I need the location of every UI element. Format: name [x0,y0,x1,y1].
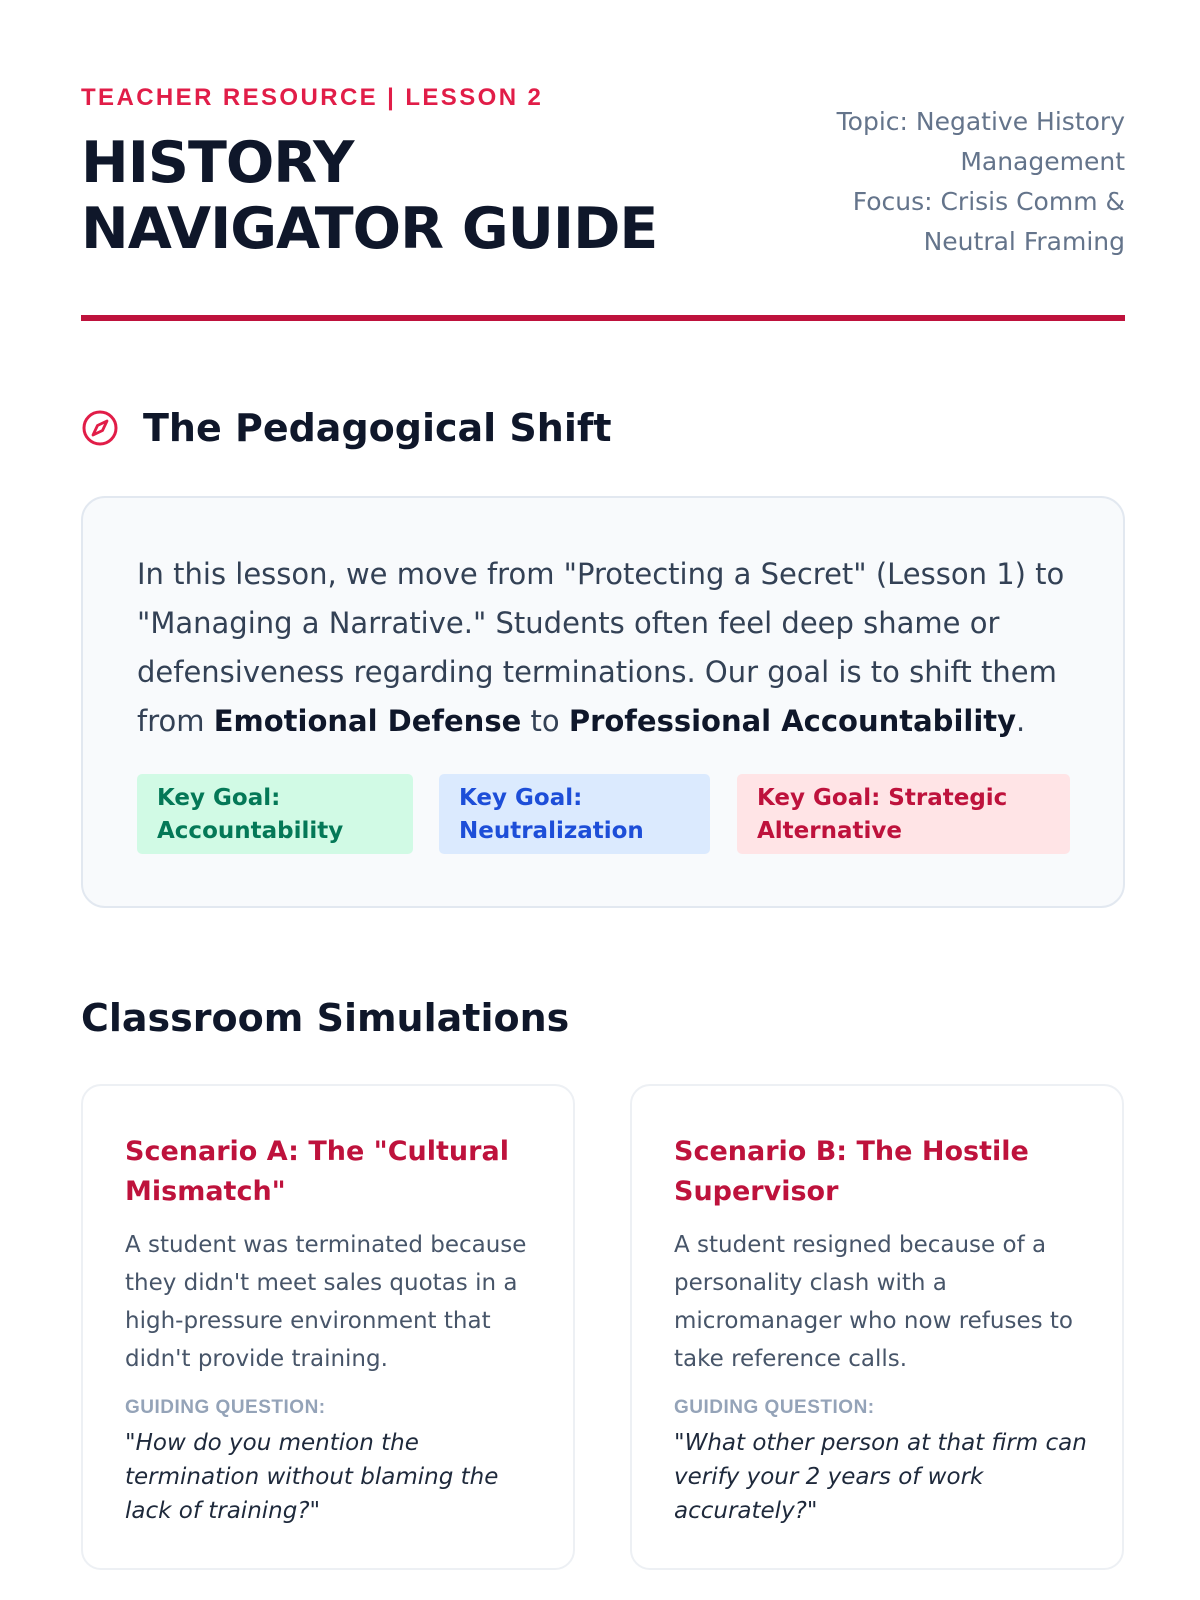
resource-kicker: TEACHER RESOURCE | LESSON 2 [81,84,544,111]
scenario-card-a [81,1084,575,1570]
section-title: Classroom Simulations [81,996,570,1040]
header-divider [81,315,1125,321]
shift-text-mid: to [521,704,569,738]
shift-text-end: . [1016,704,1026,738]
guiding-question: "What other person at that firm can verify your 2 years of work accurately?" [674,1430,1087,1524]
guiding-question-label: GUIDING QUESTION: [674,1397,875,1418]
guiding-question: "How do you mention the termination without blaming the lack of training?" [125,1430,499,1524]
guiding-question-label: GUIDING QUESTION: [125,1397,326,1418]
meta-topic-line-2: Management [960,147,1125,176]
key-goal-badge-neutralization: Key Goal: Neutralization [439,774,710,854]
emphasis-emotional-defense: Emotional Defense [213,704,522,738]
pedagogical-shift-card [81,496,1125,908]
page-title-line-1: HISTORY [81,130,354,196]
emphasis-professional-accountability: Professional Accountability [568,704,1017,738]
scenario-title: Scenario B: The Hostile Supervisor [674,1136,1029,1207]
simulations-heading [81,996,569,1040]
document-header [81,0,1125,322]
scenario-description: A student was terminated because they didn't meet sales quotas in a high-pressure environment that didn't provide training. [125,1232,527,1372]
section-title: The Pedagogical Shift [143,406,612,450]
key-goal-badge-strategic-alternative: Key Goal: Strategic Alternative [737,774,1070,854]
meta-topic-line-1: Topic: Negative History [836,107,1125,136]
scenario-description: A student resigned because of a personality clash with a micromanager who now refuses to take reference calls. [674,1232,1073,1372]
meta-focus-line-2: Neutral Framing [923,227,1125,256]
page-title-line-2: NAVIGATOR GUIDE [81,196,658,262]
scenario-title: Scenario A: The "Cultural Mismatch" [125,1136,509,1207]
lesson-meta [785,102,1125,262]
pedagogical-shift-heading [81,406,612,450]
shift-text-intro: In this lesson, we move from "Protecting a Secret" (Lesson 1) to "Managing a Narrative." Students often feel deep shame or defensiveness regarding terminations. Our goal is to shift them from [137,557,1065,738]
compass-icon [81,409,119,447]
key-goal-badge-accountability: Key Goal: Accountability [137,774,413,854]
scenario-card-b [630,1084,1124,1570]
page-title [81,130,657,262]
meta-focus-line-1: Focus: Crisis Comm & [852,187,1125,216]
shift-description [137,550,1077,746]
